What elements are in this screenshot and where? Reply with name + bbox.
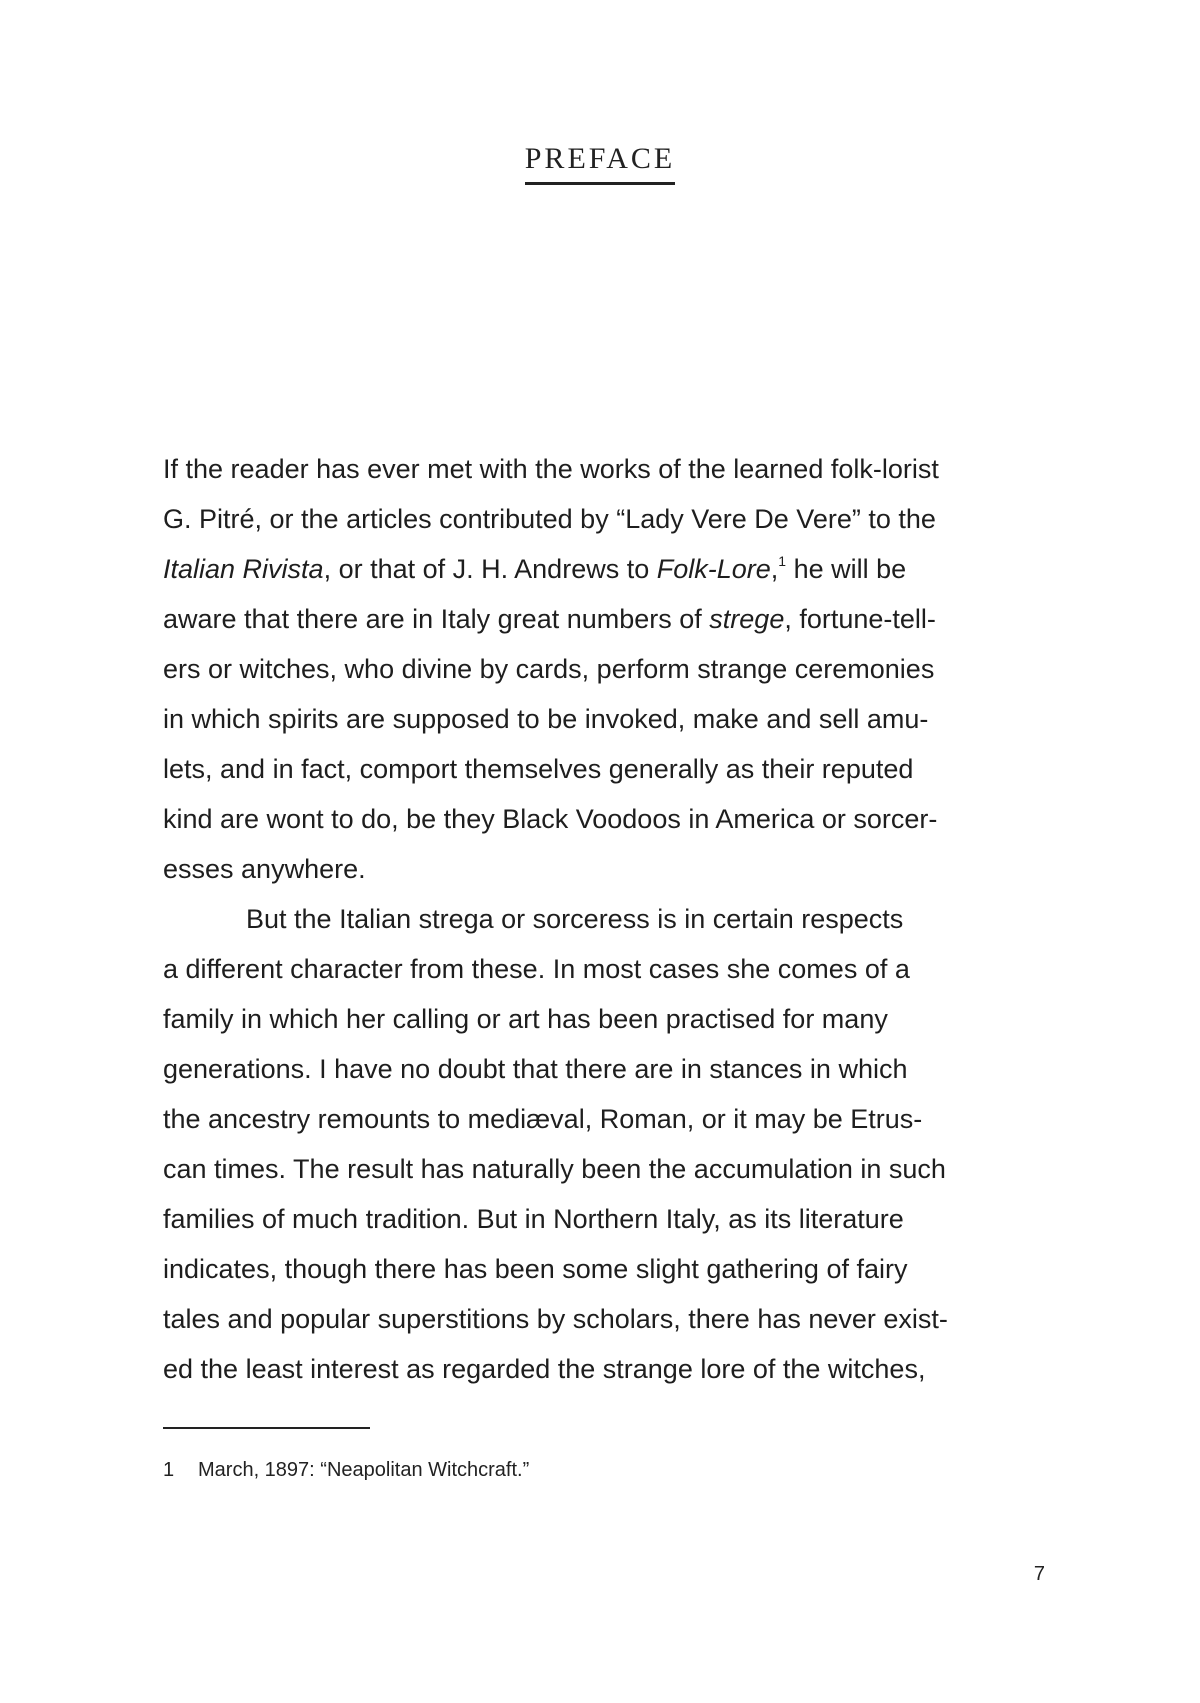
text-line [163,1144,946,1194]
italic-text: strege [709,604,785,634]
text-line [163,594,936,644]
text-line [163,1344,925,1394]
page-number: 7 [1033,1563,1045,1585]
text-line [163,844,366,894]
footnote-reference: 1 [778,553,787,569]
text-segment: If the reader has ever met with the works of the learned folk-lorist [163,454,939,484]
text-line [163,744,913,794]
text-line [163,1294,948,1344]
text-segment: lets, and in fact, comport themselves generally as their reputed [163,754,914,784]
text-line [163,544,906,594]
text-segment: aware that there are in Italy great numbers of [163,604,710,634]
text-segment: families of much tradition. But in Northern Italy, as its literature [163,1204,904,1234]
footnote-number: 1 [163,1459,175,1481]
footnote-text: March, 1897: “Neapolitan Witchcraft.” [198,1459,530,1481]
text-segment: a different character from these. In most cases she comes of a [163,954,910,984]
text-segment: he will be [786,554,907,584]
italic-text: Italian Rivista [163,554,324,584]
text-segment: tales and popular superstitions by scholars, there has never exist- [163,1304,948,1334]
text-line [163,494,936,544]
text-segment: in which spirits are supposed to be invoked, make and sell amu- [163,704,929,734]
chapter-title: PREFACE [525,144,675,185]
chapter-heading [0,144,1200,185]
text-line [163,1194,904,1244]
text-segment: G. Pitré, or the articles contributed by “Lady Vere De Vere” to the [163,504,936,534]
text-line [163,944,910,994]
italic-text: Folk-Lore [656,554,771,584]
text-line [163,694,928,744]
text-segment: family in which her calling or art has been practised for many [163,1004,888,1034]
text-segment: generations. I have no doubt that there are in stances in which [163,1054,908,1084]
text-segment: But the Italian strega or sorceress is in certain respects [246,904,904,934]
text-segment: ed the least interest as regarded the strange lore of the witches, [163,1354,926,1384]
text-line [163,794,937,844]
text-line [163,444,939,494]
text-segment: , [770,554,779,584]
text-segment: kind are wont to do, be they Black Voodoos in America or sorcer- [163,804,938,834]
text-line [163,1044,907,1094]
footnote [163,1456,529,1484]
text-line [163,1244,907,1294]
text-line [163,1094,922,1144]
text-segment: indicates, though there has been some slight gathering of fairy [163,1254,908,1284]
text-segment: can times. The result has naturally been the accumulation in such [163,1154,946,1184]
text-line [163,644,934,694]
footnote-rule [163,1427,370,1429]
text-segment: , or that of J. H. Andrews to [323,554,657,584]
text-segment: esses anywhere. [163,854,366,884]
text-line [163,994,888,1044]
text-segment: the ancestry remounts to mediæval, Roman, or it may be Etrus- [163,1104,923,1134]
text-segment: ers or witches, who divine by cards, perform strange ceremonies [163,654,935,684]
text-segment: , fortune-tell- [784,604,936,634]
text-line [246,894,903,944]
